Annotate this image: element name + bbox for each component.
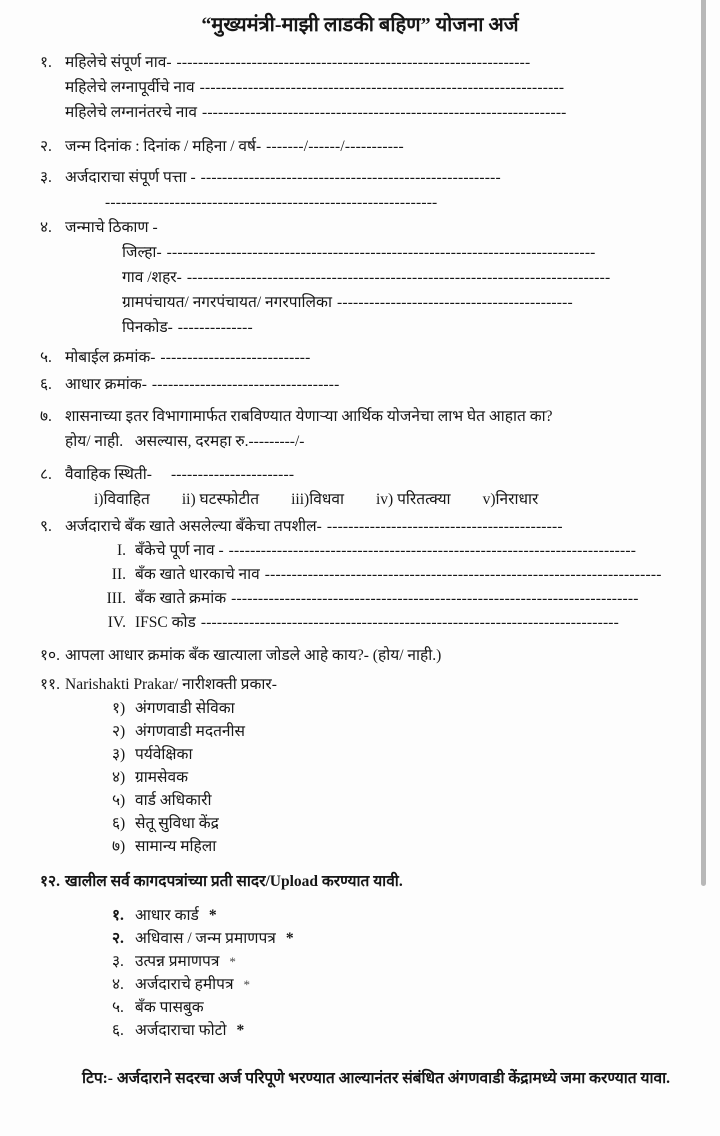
marital-option: iv) परितत्क्या bbox=[376, 491, 451, 508]
fill-in-blank-line: -------------------------------------------------------- bbox=[200, 169, 501, 186]
row-label: अर्जदाराचे बँक खाते असलेल्या बँकेचा तपशील- bbox=[65, 518, 322, 535]
row-label: खालील सर्व कागदपत्रांच्या प्रती सादर/Upload करण्यात यावी. bbox=[65, 873, 403, 890]
field-pincode bbox=[122, 315, 720, 340]
field-aadhaar-number bbox=[40, 372, 720, 397]
doc-bank-passbook bbox=[112, 996, 720, 1019]
marital-status-options bbox=[94, 487, 720, 512]
doc-domicile-birth-certificate bbox=[112, 927, 720, 950]
scan-edge-line bbox=[701, 0, 706, 886]
form-body bbox=[0, 40, 720, 1042]
row-label: शासनाच्या इतर विभागामार्फत राबविण्यात येणाऱ्या आर्थिक योजनेचा लाभ घेत आहात का? bbox=[65, 408, 553, 425]
fill-in-blank-line: ------------------------------------------------------------------ bbox=[176, 54, 531, 71]
field-village-city bbox=[122, 265, 720, 290]
row-number: १) bbox=[112, 700, 126, 717]
row-number: ६. bbox=[40, 376, 52, 393]
row-number: ५. bbox=[40, 349, 52, 366]
field-gram-panchayat bbox=[122, 290, 720, 315]
field-womans-full-name bbox=[40, 50, 720, 75]
row-number: २. bbox=[40, 138, 52, 155]
row-number: IV. bbox=[107, 614, 126, 631]
row-number: I. bbox=[116, 542, 126, 559]
section-documents-upload bbox=[40, 869, 720, 894]
row-number: ८. bbox=[40, 466, 52, 483]
section-bank-details bbox=[40, 514, 720, 539]
row-label: जन्माचे ठिकाण - bbox=[65, 219, 158, 236]
row-number: ९. bbox=[40, 518, 52, 535]
answer-yes-no-monthly-amount bbox=[65, 429, 720, 454]
field-mobile-number bbox=[40, 345, 720, 370]
row-label: बँक पासबुक bbox=[135, 999, 204, 1016]
row-label: आधार क्रमांक- bbox=[65, 376, 147, 393]
row-label: पर्यवेक्षिका bbox=[135, 746, 193, 763]
marital-option: v)निराधार bbox=[482, 491, 539, 508]
row-number: ५. bbox=[112, 999, 124, 1016]
option-gramsevak bbox=[112, 766, 720, 789]
row-label: अधिवास / जन्म प्रमाणपत्र bbox=[135, 930, 276, 947]
field-bank-name bbox=[96, 539, 720, 563]
fill-in-blank-line: ---------------------------------------------------------------------------- bbox=[228, 542, 637, 559]
row-number: ६) bbox=[112, 815, 126, 832]
required-star: * bbox=[236, 1022, 245, 1039]
row-number: ६. bbox=[112, 1022, 124, 1039]
option-samanya-mahila bbox=[112, 835, 720, 858]
field-applicant-address-line2 bbox=[105, 190, 720, 215]
row-label: अर्जदाराचा संपूर्ण पत्ता - bbox=[65, 169, 196, 186]
field-account-number bbox=[96, 587, 720, 611]
row-number: ४) bbox=[112, 769, 126, 786]
row-label: अंगणवाडी सेविका bbox=[135, 700, 235, 717]
row-number: १०. bbox=[40, 647, 60, 664]
row-number: ३. bbox=[112, 953, 124, 970]
row-number: २. bbox=[112, 930, 124, 947]
option-setu-suvidha-kendra bbox=[112, 812, 720, 835]
row-label: जन्म दिनांक : दिनांक / महिना / वर्ष- bbox=[65, 138, 262, 155]
doc-applicant-undertaking bbox=[112, 973, 720, 996]
row-number: २) bbox=[112, 723, 126, 740]
row-label: वार्ड अधिकारी bbox=[135, 792, 212, 809]
fill-in-blank-line: ------------------------------------------------------------------------------ bbox=[200, 614, 620, 631]
doc-income-certificate bbox=[112, 950, 720, 973]
field-name-before-marriage bbox=[65, 75, 720, 100]
field-applicant-address bbox=[40, 165, 720, 190]
row-number: १२. bbox=[40, 873, 60, 890]
question-aadhaar-linked bbox=[40, 643, 720, 668]
fill-in-blank-line: -------------------------------------------------------------------- bbox=[199, 79, 565, 96]
fill-in-blank-line: ------------------------------------------------------------------------------- bbox=[186, 269, 611, 286]
option-anganwadi-madatnis bbox=[112, 720, 720, 743]
field-ifsc-code bbox=[96, 611, 720, 635]
row-number: ३) bbox=[112, 746, 126, 763]
row-label: बँक खाते क्रमांक bbox=[135, 590, 227, 607]
row-number: III. bbox=[106, 590, 126, 607]
row-label: IFSC कोड bbox=[135, 614, 196, 631]
fill-in-blank-line: -------------------------------------------- bbox=[326, 518, 563, 535]
row-label: पिनकोड- bbox=[122, 319, 173, 336]
row-label: बँकेचे पूर्ण नाव - bbox=[135, 542, 224, 559]
row-number: ५) bbox=[112, 792, 126, 809]
row-number: ३. bbox=[40, 169, 52, 186]
row-number: १. bbox=[40, 54, 52, 71]
required-star: * bbox=[208, 907, 217, 924]
section-narishakti-type bbox=[40, 672, 720, 697]
fill-in-blank-line: ----------------------------------- bbox=[151, 376, 340, 393]
required-star: * bbox=[285, 930, 294, 947]
field-account-holder-name bbox=[96, 563, 720, 587]
row-number: ११. bbox=[40, 676, 60, 693]
row-label: महिलेचे संपूर्ण नाव- bbox=[65, 54, 172, 71]
row-number: १. bbox=[112, 907, 124, 924]
row-label: उत्पन्न प्रमाणपत्र bbox=[135, 953, 220, 970]
row-label: Narishakti Prakar/ नारीशक्ती प्रकार- bbox=[65, 676, 277, 693]
row-label: वैवाहिक स्थिती- bbox=[65, 466, 152, 483]
row-label: सेतू सुविधा केंद्र bbox=[135, 815, 219, 832]
option-ward-adhikari bbox=[112, 789, 720, 812]
row-number: II. bbox=[111, 566, 126, 583]
row-number: ४. bbox=[112, 976, 124, 993]
option-anganwadi-sevika bbox=[112, 697, 720, 720]
row-number: ७. bbox=[40, 408, 52, 425]
row-label: अर्जदाराचे हमीपत्र bbox=[135, 976, 234, 993]
required-star: * bbox=[229, 954, 236, 969]
fill-in-blank-line: ---------------------------- bbox=[160, 349, 311, 366]
field-birth-date bbox=[40, 134, 720, 159]
row-label: मोबाईल क्रमांक- bbox=[65, 349, 156, 366]
option-paryavekshika bbox=[112, 743, 720, 766]
doc-applicant-photo bbox=[112, 1019, 720, 1042]
row-label: आधार कार्ड bbox=[135, 907, 199, 924]
row-label: होय/ नाही. असल्यास, दरमहा रु.---------/- bbox=[65, 433, 305, 450]
row-label: जिल्हा- bbox=[122, 244, 162, 261]
field-district bbox=[122, 240, 720, 265]
fill-in-blank-line: ----------------------- bbox=[170, 466, 295, 483]
fill-in-blank-line: -------/------/----------- bbox=[266, 138, 404, 155]
marital-option: iii)विधवा bbox=[291, 491, 344, 508]
row-number: ४. bbox=[40, 219, 52, 236]
fill-in-blank-line: ---------------------------------------------------------------------------- bbox=[231, 590, 639, 607]
fill-in-blank-line: -------------------------------------------------------------------------- bbox=[264, 566, 662, 583]
doc-aadhaar-card bbox=[112, 904, 720, 927]
field-marital-status bbox=[40, 462, 720, 487]
row-label: महिलेचे लग्नानंतरचे नाव bbox=[65, 104, 197, 121]
fill-in-blank-line: -------------------------------------------------------------------------------- bbox=[166, 244, 596, 261]
page-title: “मुख्यमंत्री-माझी लाडकी बहिण” योजना अर्ज bbox=[201, 14, 519, 36]
fill-in-blank-line: -------------- bbox=[177, 319, 253, 336]
row-label: सामान्य महिला bbox=[135, 838, 217, 855]
row-label: ग्रामसेवक bbox=[135, 769, 189, 786]
fill-in-blank-line: -------------------------------------------- bbox=[336, 294, 573, 311]
row-label: ग्रामपंचायत/ नगरपंचायत/ नगरपालिका bbox=[122, 294, 332, 311]
section-birth-place bbox=[40, 215, 720, 240]
fill-in-blank-line: -------------------------------------------------------------------- bbox=[201, 104, 567, 121]
row-label: महिलेचे लग्नापूर्वीचे नाव bbox=[65, 79, 195, 96]
marital-option: ii) घटस्फोटीत bbox=[181, 491, 260, 508]
row-label: अंगणवाडी मदतनीस bbox=[135, 723, 246, 740]
marital-option: i)विवाहित bbox=[94, 491, 150, 508]
row-number: ७) bbox=[112, 838, 126, 855]
row-label: गाव /शहर- bbox=[122, 269, 182, 286]
row-label: आपला आधार क्रमांक बँक खात्याला जोडले आहे काय?- (होय/ नाही.) bbox=[65, 647, 442, 664]
row-label: अर्जदाराचा फोटो bbox=[135, 1022, 227, 1039]
field-name-after-marriage bbox=[65, 100, 720, 125]
footer-tip: टिप:- अर्जदाराने सदरचा अर्ज परिपूणे भरण्यात आल्यानंतर संबंधित अंगणवाडी केंद्रामध्ये जमा करण्यात यावा. bbox=[82, 1070, 670, 1087]
fill-in-blank-line: -------------------------------------------------------------- bbox=[105, 194, 438, 211]
required-star: * bbox=[243, 977, 251, 992]
row-label: बँक खाते धारकाचे नाव bbox=[135, 566, 260, 583]
question-other-scheme-benefit bbox=[40, 404, 720, 429]
